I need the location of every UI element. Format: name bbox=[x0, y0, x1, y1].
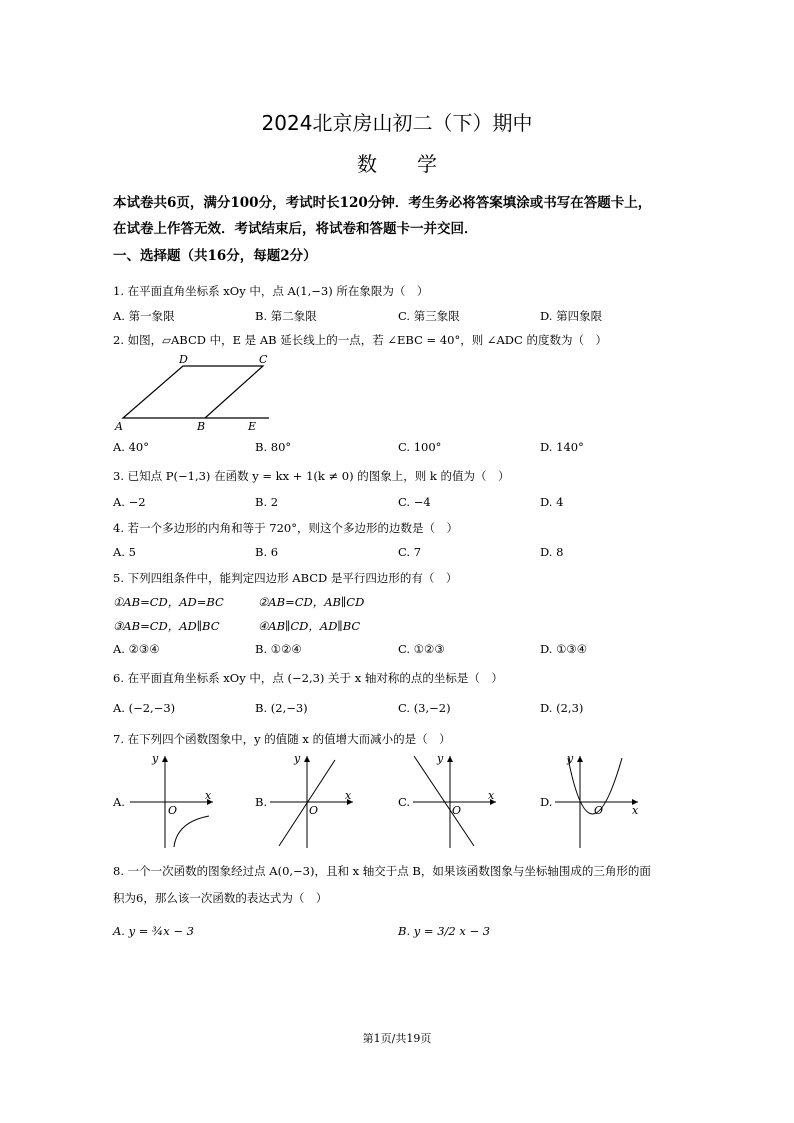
question-6: 6. 在平面直角坐标系 xOy 中，点 (−2,3) 关于 x 轴对称的点的坐标是（ ） bbox=[113, 671, 503, 685]
svg-text:x: x bbox=[632, 804, 639, 817]
q1-option-d: D. 第四象限 bbox=[540, 309, 603, 323]
q1-option-a: A. 第一象限 bbox=[113, 309, 175, 323]
question-5: 5. 下列四组条件中，能判定四边形 ABCD 是平行四边形的有（ ） bbox=[113, 571, 458, 585]
q5-condition-1: ①AB=CD，AD=BC bbox=[113, 595, 224, 609]
q7-option-a: A. bbox=[113, 795, 125, 809]
q7-graph-c bbox=[408, 750, 503, 850]
instructions-line-2: 在试卷上作答无效．考试结束后，将试卷和答题卡一并交回． bbox=[113, 221, 478, 237]
page-title: 2024北京房山初二（下）期中 bbox=[261, 111, 533, 135]
label-d: D bbox=[179, 353, 188, 366]
q7-option-c: C. bbox=[398, 795, 411, 809]
svg-text:x: x bbox=[205, 789, 212, 802]
q5-condition-2: ②AB=CD，AB∥CD bbox=[258, 595, 365, 609]
q4-option-c: C. 7 bbox=[398, 545, 422, 559]
q3-option-c: C. −4 bbox=[398, 495, 431, 509]
q5-condition-3: ③AB=CD，AD∥BC bbox=[113, 619, 220, 633]
q8-option-a: A. y = ¾x − 3 bbox=[113, 924, 194, 938]
q2-option-a: A. 40° bbox=[113, 440, 149, 454]
svg-text:O: O bbox=[594, 804, 604, 817]
svg-text:y: y bbox=[567, 752, 574, 765]
question-8-line-2: 积为6，那么该一次函数的表达式为（ ） bbox=[113, 891, 328, 905]
q2-option-b: B. 80° bbox=[255, 440, 292, 454]
subject-title: 数学 bbox=[357, 152, 477, 176]
parallelogram-figure bbox=[113, 352, 273, 432]
question-4: 4. 若一个多边形的内角和等于 720°，则这个多边形的边数是（ ） bbox=[113, 521, 458, 535]
question-1: 1. 在平面直角坐标系 xOy 中，点 A(1,−3) 所在象限为（ ） bbox=[113, 284, 429, 298]
svg-text:O: O bbox=[309, 804, 319, 817]
question-7: 7. 在下列四个函数图象中，y 的值随 x 的值增大而减小的是（ ） bbox=[113, 732, 451, 746]
q6-option-b: B. (2,−3) bbox=[255, 701, 308, 715]
q6-option-a: A. (−2,−3) bbox=[113, 701, 176, 715]
q5-option-c: C. ①②③ bbox=[398, 642, 445, 656]
q1-option-c: C. 第三象限 bbox=[398, 309, 460, 323]
label-e: E bbox=[248, 420, 257, 432]
svg-text:y: y bbox=[437, 752, 444, 765]
q6-option-d: D. (2,3) bbox=[540, 701, 584, 715]
q7-option-d: D. bbox=[540, 795, 553, 809]
question-2: 2. 如图，▱ABCD 中，E 是 AB 延长线上的一点，若 ∠EBC = 40°，则 ∠ADC 的度数为（ ） bbox=[113, 333, 607, 347]
q1-option-b: B. 第二象限 bbox=[255, 309, 317, 323]
svg-text:O: O bbox=[452, 804, 462, 817]
q8-option-b: B. y = 3/2 x − 3 bbox=[398, 924, 491, 938]
svg-text:y: y bbox=[294, 752, 301, 765]
q2-option-d: D. 140° bbox=[540, 440, 584, 454]
svg-text:O: O bbox=[168, 804, 178, 817]
label-a: A bbox=[115, 420, 123, 432]
q7-graph-d bbox=[550, 750, 645, 850]
q4-option-a: A. 5 bbox=[113, 545, 136, 559]
q4-option-d: D. 8 bbox=[540, 545, 564, 559]
question-8-line-1: 8. 一个一次函数的图象经过点 A(0,−3)，且和 x 轴交于点 B，如果该函数图象与坐标轴围成的三角形的面 bbox=[113, 864, 651, 878]
svg-text:x: x bbox=[488, 789, 495, 802]
label-c: C bbox=[259, 353, 268, 366]
q6-option-c: C. (3,−2) bbox=[398, 701, 451, 715]
section-heading: 一、选择题（共16分，每题2分） bbox=[113, 248, 317, 264]
q5-option-d: D. ①③④ bbox=[540, 642, 588, 656]
svg-text:y: y bbox=[152, 752, 159, 765]
q3-option-d: D. 4 bbox=[540, 495, 564, 509]
q2-option-c: C. 100° bbox=[398, 440, 442, 454]
q7-graph-b bbox=[265, 750, 360, 850]
q5-option-b: B. ①②④ bbox=[255, 642, 302, 656]
q5-condition-4: ④AB∥CD，AD∥BC bbox=[258, 619, 361, 633]
q5-option-a: A. ②③④ bbox=[113, 642, 160, 656]
q7-graph-a bbox=[125, 750, 220, 850]
instructions-line-1: 本试卷共6页，满分100分，考试时长120分钟．考生务必将答案填涂或书写在答题卡上， bbox=[113, 195, 652, 211]
q7-option-b: B. bbox=[255, 795, 268, 809]
label-b: B bbox=[197, 420, 206, 432]
page-footer: 第1页/共19页 bbox=[362, 1032, 432, 1045]
svg-text:x: x bbox=[345, 789, 352, 802]
q3-option-b: B. 2 bbox=[255, 495, 279, 509]
question-3: 3. 已知点 P(−1,3) 在函数 y = kx + 1(k ≠ 0) 的图象上，则 k 的值为（ ） bbox=[113, 469, 510, 483]
q3-option-a: A. −2 bbox=[113, 495, 146, 509]
q4-option-b: B. 6 bbox=[255, 545, 279, 559]
